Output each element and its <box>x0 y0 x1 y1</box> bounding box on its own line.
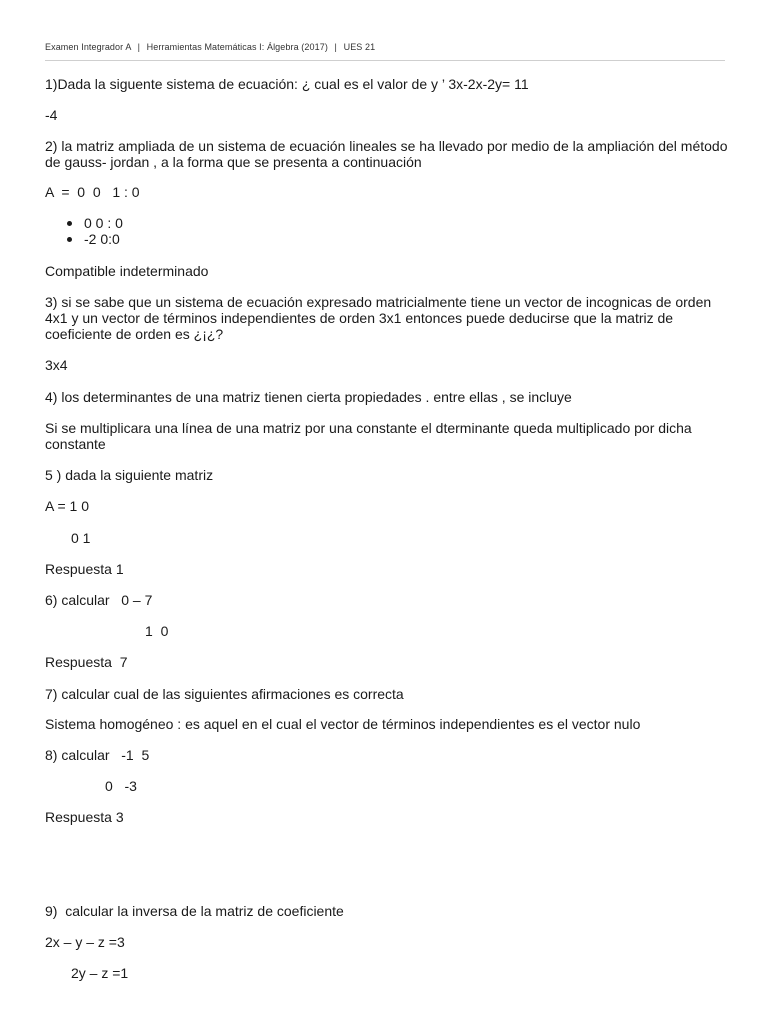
document-header <box>45 42 375 52</box>
question-6-matrix-row-2: 1 0 <box>145 623 169 639</box>
answer-2: Compatible indeterminado <box>45 263 209 279</box>
question-5-matrix-row-1: A = 1 0 <box>45 498 89 514</box>
answer-6: Respuesta 7 <box>45 654 128 670</box>
question-3: 3) si se sabe que un sistema de ecuación expresado matricialmente tiene un vector de incognicas de orden 4x1 y un vector de términos independientes de orden 3x1 entonces puede deducirse que la matriz de coeficiente de orden es ¿¡¿? <box>45 294 712 342</box>
header-separator: | <box>334 42 337 52</box>
question-9-equation-2: 2y – z =1 <box>71 965 129 981</box>
header-course-name: Herramientas Matemáticas I: Álgebra (2017) <box>146 42 328 52</box>
list-item: -2 0:0 <box>65 231 123 247</box>
answer-1: -4 <box>45 107 58 123</box>
answer-8: Respuesta 3 <box>45 809 124 825</box>
question-5: 5 ) dada la siguiente matriz <box>45 467 214 483</box>
list-item: 0 0 : 0 <box>65 215 123 231</box>
header-divider <box>45 60 725 61</box>
question-2: 2) la matriz ampliada de un sistema de ecuación lineales se ha llevado por medio de la ampliación del método de gauss- jordan , a la forma que se presenta a continuación <box>45 138 728 170</box>
answer-3: 3x4 <box>45 357 68 373</box>
answer-5: Respuesta 1 <box>45 561 124 577</box>
answer-4: Si se multiplicara una línea de una matriz por una constante el dterminante queda multiplicado por dicha constante <box>45 420 692 452</box>
header-exam-name: Examen Integrador A <box>45 42 131 52</box>
question-9-equation-1: 2x – y – z =3 <box>45 934 125 950</box>
question-4: 4) los determinantes de una matriz tienen cierta propiedades . entre ellas , se incluye <box>45 389 572 405</box>
question-9: 9) calcular la inversa de la matriz de coeficiente <box>45 903 344 919</box>
question-6: 6) calcular 0 – 7 <box>45 592 153 608</box>
question-2-matrix: A = 0 0 1 : 0 <box>45 184 140 200</box>
question-8-matrix-row-2: 0 -3 <box>105 778 137 794</box>
question-2-matrix-rows <box>65 215 123 247</box>
answer-7: Sistema homogéneo : es aquel en el cual el vector de términos independientes es el vector nulo <box>45 716 641 732</box>
header-institution: UES 21 <box>343 42 376 52</box>
question-5-matrix-row-2: 0 1 <box>71 530 91 546</box>
header-separator: | <box>137 42 141 52</box>
question-1: 1)Dada la siguente sistema de ecuación: ¿ cual es el valor de y ’ 3x-2x-2y= 11 <box>45 76 529 92</box>
question-7: 7) calcular cual de las siguientes afirmaciones es correcta <box>45 686 404 702</box>
question-8: 8) calcular -1 5 <box>45 747 150 763</box>
